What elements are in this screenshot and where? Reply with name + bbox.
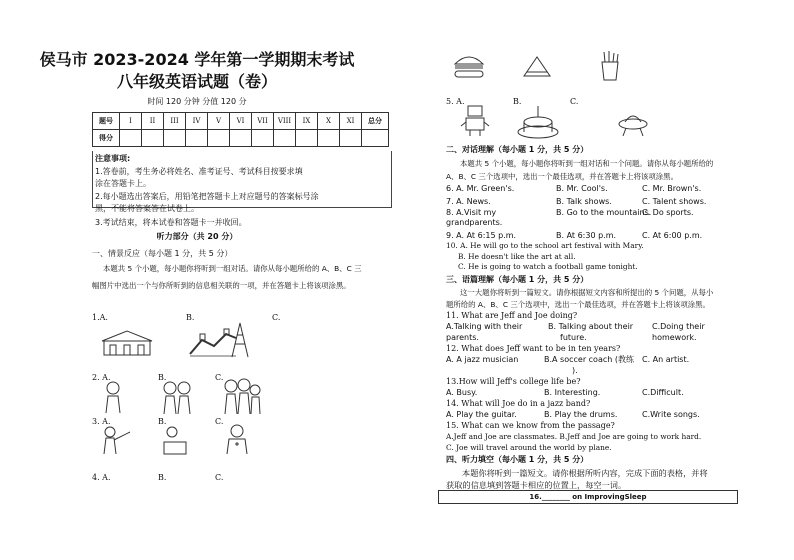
q14-option-c: C.Write songs.: [642, 410, 700, 419]
score-cell: III: [164, 113, 186, 130]
score-cell: VIII: [274, 113, 296, 130]
q1-label: 1.A.: [92, 313, 108, 322]
q11-option-b-cont: future.: [560, 333, 587, 342]
q12-question: 12. What does Jeff want to be in ten years?: [446, 344, 621, 353]
score-cell: [252, 130, 274, 147]
eiffel-tower-picture: [228, 322, 252, 358]
q7-option-c: C. Talent shows.: [642, 197, 707, 206]
q16-table-header: 16.________ on ImprovingSleep: [438, 490, 738, 504]
section4-intro: 获取的信息填到答题卡相应的位置上，每空一词。: [446, 480, 627, 490]
q12-option-a: A. A jazz musician: [446, 355, 519, 364]
section4-title: 四、听力填空（每小题 1 分，共 5 分）: [446, 455, 589, 464]
section1-title: 一、情景反应（每小题 1 分，共 5 分）: [92, 249, 233, 258]
q14-question: 14. What will Joe do in a jazz band?: [446, 399, 591, 408]
time-score-line: 时间 120 分钟 分值 120 分: [147, 97, 247, 106]
teacher-picture: [100, 426, 134, 456]
score-cell: VI: [230, 113, 252, 130]
section1-intro: 幅图片中选出一个与你所听到的信息相关联的一项，并在答题卡上将该项涂黑。: [92, 281, 351, 290]
q5-label: 5. A.: [446, 97, 465, 106]
q4-b-label: B.: [158, 473, 167, 482]
score-cell: VII: [252, 113, 274, 130]
q8-option-a-cont: grandparents.: [446, 218, 503, 227]
section1-intro: 本题共 5 个小题，每小题你将听到一组对话。请你从每小题所给的 A、B、C 三: [103, 264, 362, 273]
section3-intro: 这一大题你将听到一篇短文。请你根据短文内容和所提出的 5 个问题，从每小: [460, 288, 714, 297]
q2-label: 2. A.: [92, 373, 111, 382]
score-cell: [186, 130, 208, 147]
score-cell: X: [318, 113, 340, 130]
boy-picture: [100, 381, 126, 415]
notes-line: 黑，不能将答案答在试卷上。: [95, 204, 199, 213]
q10-option-c: C. He is going to watch a football game tonight.: [458, 262, 638, 271]
q4-c-label: C.: [215, 473, 224, 482]
score-cell: [120, 130, 142, 147]
score-cell: XI: [340, 113, 362, 130]
q13-option-a: A. Busy.: [446, 388, 478, 397]
exam-title-line1: 侯马市 2023-2024 学年第一学期期末考试: [39, 50, 355, 69]
doctor-picture: [222, 424, 252, 456]
q1-b-label: B.: [186, 313, 195, 322]
q9-option-b: B. At 6:30 p.m.: [556, 231, 617, 240]
q11-option-c: C.Doing their: [652, 322, 705, 331]
score-cell: V: [208, 113, 230, 130]
q15-option-c: C. Joe will travel around the world by plane.: [446, 443, 612, 452]
notes-line: 涂在答题卡上。: [95, 179, 151, 188]
score-cell: [164, 130, 186, 147]
q11-option-c-cont: homework.: [652, 333, 697, 342]
q7-option-a: 7. A. News.: [446, 197, 491, 206]
notes-line: 2.每小题选出答案后，用铅笔把答题卡上对应题号的答案标号涂: [95, 192, 319, 201]
score-table-score-row: [93, 130, 389, 147]
q6-option-b: B. Mr. Cool's.: [556, 184, 608, 193]
q5-b-label: B.: [513, 97, 522, 106]
cake-picture: [516, 104, 560, 140]
family-picture: [222, 378, 262, 416]
q14-option-b: B. Play the drums.: [544, 410, 618, 419]
student-picture: [160, 426, 190, 456]
score-cell: [362, 130, 389, 147]
q13-option-b: B. Interesting.: [544, 388, 601, 397]
section3-title: 三、语篇理解（每小题 1 分，共 5 分）: [446, 275, 589, 284]
q5-c-label: C.: [570, 97, 579, 106]
q13-option-c: C.Difficult.: [642, 388, 684, 397]
score-cell: 得分: [93, 130, 120, 147]
tiananmen-picture: [100, 327, 154, 357]
score-table: [92, 112, 389, 147]
q11-option-a-cont: parents.: [446, 333, 479, 342]
q3-b-label: B.: [158, 417, 167, 426]
score-cell: [208, 130, 230, 147]
q4-label: 4. A.: [92, 473, 111, 482]
score-cell: I: [120, 113, 142, 130]
q15-question: 15. What can we know from the passage?: [446, 421, 615, 430]
fries-picture: [596, 50, 624, 82]
score-cell: [230, 130, 252, 147]
section2-intro: A、B、C 三个选项中，选出一个最佳选项，并在答题卡上将该项涂黑。: [446, 172, 678, 181]
q10-option-b: B. He doesn't like the art at all.: [458, 252, 576, 261]
score-cell: [340, 130, 362, 147]
q6-option-c: C. Mr. Brown's.: [642, 184, 702, 193]
sandwich-picture: [522, 54, 552, 80]
listening-heading: 听力部分（共 20 分）: [156, 232, 238, 241]
q11-option-a: A.Talking with their: [446, 322, 523, 331]
section2-title: 二、对话理解（每小题 1 分，共 5 分）: [446, 145, 589, 154]
q3-c-label: C.: [215, 417, 224, 426]
hamburger-picture: [452, 50, 486, 80]
q12-option-b-cont: ).: [572, 366, 578, 375]
q8-option-b: B. Go to the mountains.: [556, 208, 652, 217]
q2-b-label: B.: [158, 373, 167, 382]
q6-option-a: 6. A. Mr. Green's.: [446, 184, 515, 193]
q10-option-a: 10. A. He will go to the school art festival with Mary.: [446, 241, 644, 250]
section2-intro: 本题共 5 个小题，每小题你将听到一组对话和一个问题。请你从每小题所给的: [460, 159, 714, 168]
section4-intro: 本题你将听到一篇短文。请你根据所听内容，完成下面的表格，并将: [462, 468, 708, 478]
score-cell: [142, 130, 164, 147]
notes-line: 3.考试结束，将本试卷和答题卡一并收回。: [95, 218, 247, 227]
score-table-header-row: [93, 113, 389, 130]
q3-label: 3. A.: [92, 417, 111, 426]
robot-picture: [460, 104, 490, 138]
q13-question: 13.How will Jeff's college life be?: [446, 377, 581, 386]
q11-question: 11. What are Jeff and Joe doing?: [446, 311, 578, 320]
score-cell: [274, 130, 296, 147]
q7-option-b: B. Talk shows.: [556, 197, 612, 206]
notes-line: 1.答卷前，考生务必将姓名、准考证号、考试科目按要求填: [95, 167, 303, 176]
score-cell: IV: [186, 113, 208, 130]
q15-options-ab: A.Jeff and Joe are classmates. B.Jeff and Joe are going to work hard.: [446, 432, 702, 441]
exam-title-line2: 八年级英语试题（卷）: [116, 72, 277, 91]
q2-c-label: C.: [215, 373, 224, 382]
notes-heading: 注意事项:: [95, 154, 131, 163]
score-cell: [318, 130, 340, 147]
q12-option-b: B.A soccer coach (教练: [544, 355, 634, 364]
q9-option-a: 9. A. At 6:15 p.m.: [446, 231, 517, 240]
q8-option-a: 8. A.Visit my: [446, 208, 497, 217]
q1-c-label: C.: [272, 313, 281, 322]
q8-option-c: C. Do sports.: [642, 208, 694, 217]
section3-intro: 题所给的 A、B、C 三个选项中，选出一个最佳选项，并在答题卡上将该项涂黑。: [446, 300, 710, 309]
q11-option-b: B. Talking about their: [548, 322, 634, 331]
children-picture: [160, 380, 194, 416]
ufo-picture: [618, 104, 648, 138]
q9-option-c: C. At 6:00 p.m.: [642, 231, 703, 240]
score-cell: 题号: [93, 113, 120, 130]
score-cell: IX: [296, 113, 318, 130]
score-cell: 总分: [362, 113, 389, 130]
score-cell: [296, 130, 318, 147]
score-cell: II: [142, 113, 164, 130]
q14-option-a: A. Play the guitar.: [446, 410, 517, 419]
q12-option-c: C. An artist.: [642, 355, 690, 364]
